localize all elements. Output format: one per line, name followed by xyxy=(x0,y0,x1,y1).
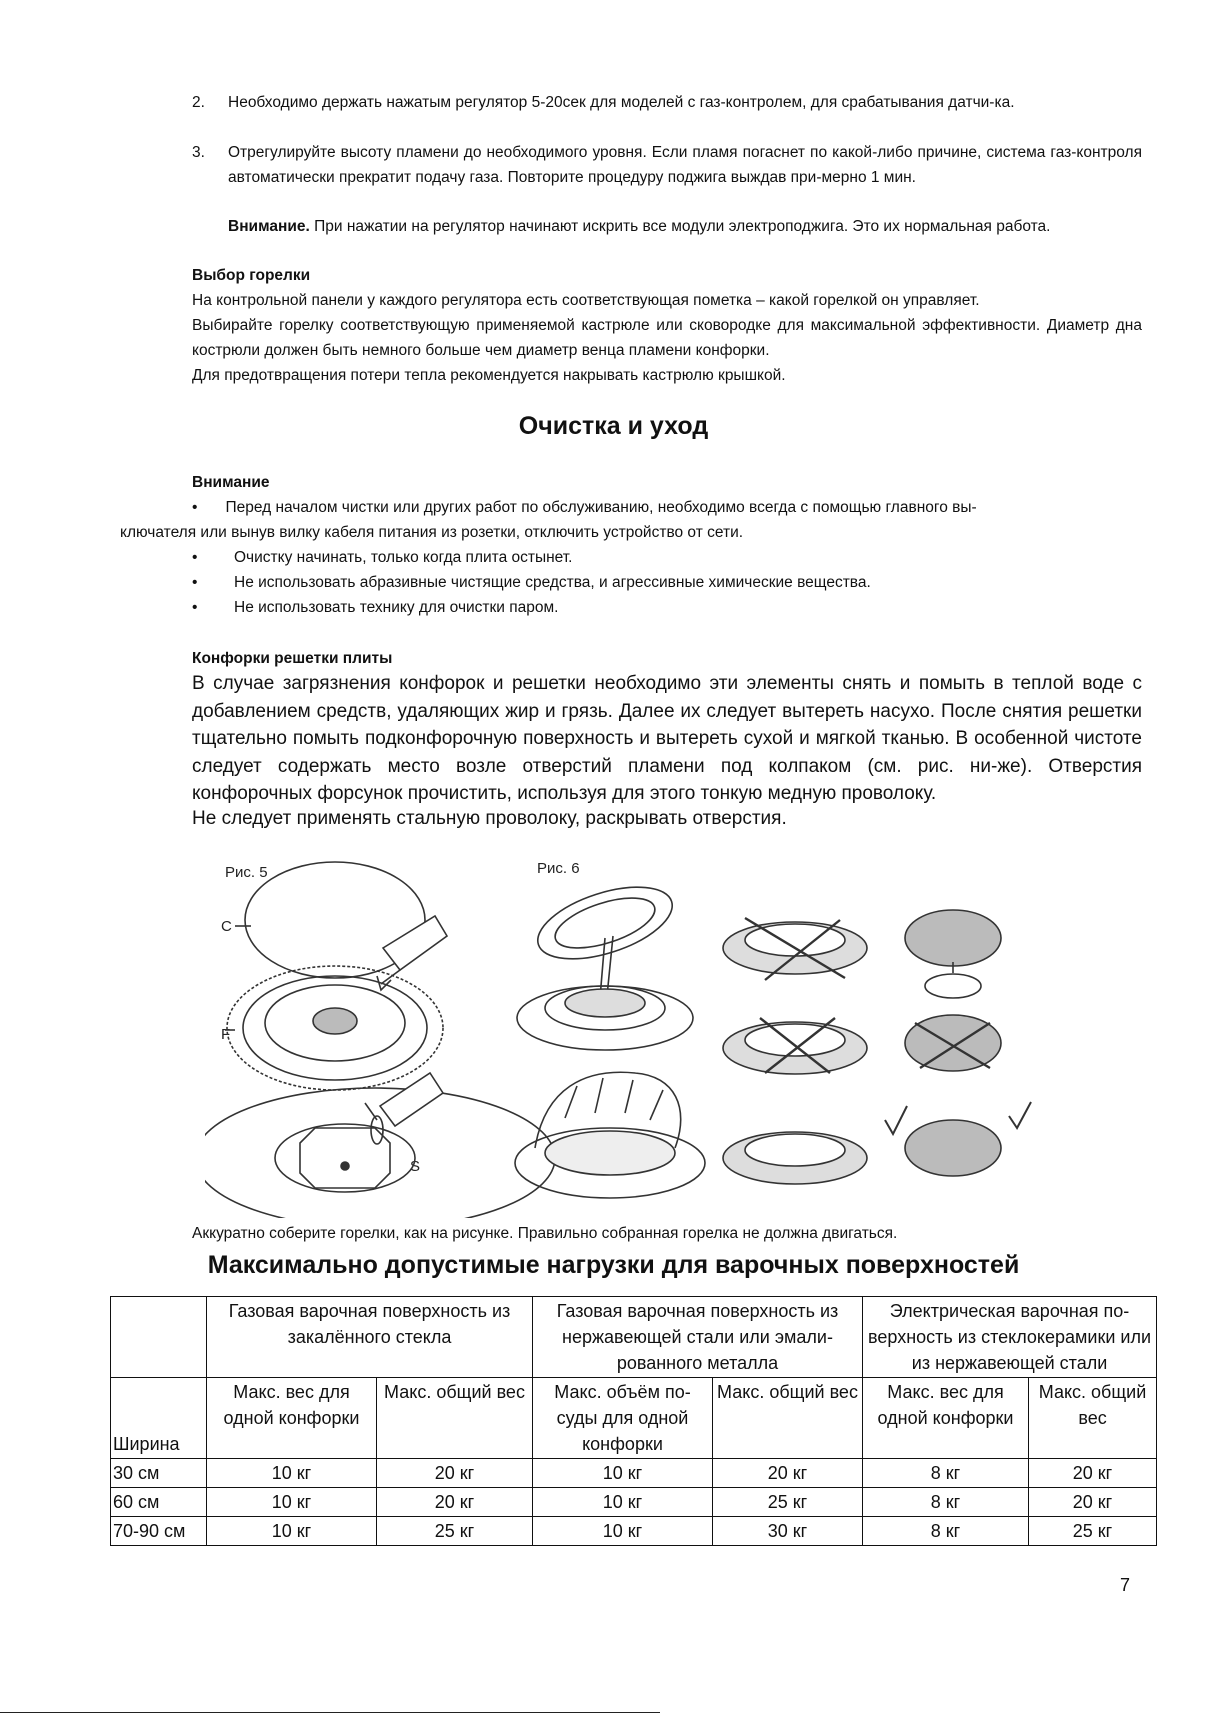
footer-divider xyxy=(0,1712,660,1713)
table-cell-width: 60 см xyxy=(111,1488,207,1517)
bullet-text: Не использовать абразивные чистящие средства, и агрессивные химические вещества. xyxy=(234,574,871,591)
page-number: 7 xyxy=(1120,1575,1131,1595)
warning-heading: Внимание xyxy=(192,474,270,491)
table-row xyxy=(111,1488,1157,1517)
table-cell: 8 кг xyxy=(863,1459,1029,1488)
table-cell: 10 кг xyxy=(533,1459,713,1488)
width-column-header: Ширина xyxy=(111,1378,207,1459)
table-header-sub xyxy=(111,1378,1157,1459)
table-subheader: Макс. объём по-суды для одной конфорки xyxy=(533,1378,713,1459)
fig6-burner-drawing xyxy=(517,873,693,1050)
step-3 xyxy=(192,140,1142,190)
bullet-text: Перед началом чистки или других работ по обслуживанию, необходимо всегда с помощью главного вы- xyxy=(225,499,977,516)
step-text: Отрегулируйте высоту пламени до необходимого уровня. Если пламя погаснет по какой-либо причине, система газ-контроля автоматически прекратит подачу газа. Повторите процедуру поджига выждав при-мерно 1 мин. xyxy=(228,144,1142,186)
table-cell: 20 кг xyxy=(377,1459,533,1488)
table-subheader: Макс. общий вес xyxy=(377,1378,533,1459)
table-group-header: Газовая варочная поверхность из нержавеющей стали или эмали-рованного металла xyxy=(533,1297,863,1378)
burner-choice-line-last: Для предотвращения потери тепла рекомендуется накрывать кастрюлю крышкой. xyxy=(192,367,786,384)
bullet-item xyxy=(192,570,1142,595)
step-2 xyxy=(192,90,1142,115)
burner-base-drawing xyxy=(205,1088,555,1218)
fig6-hand-drawing xyxy=(515,1072,705,1198)
table-header-groups xyxy=(111,1297,1157,1378)
table-cell: 10 кг xyxy=(207,1517,377,1546)
burner-choice-paragraph: Выбирайте горелку соответствующую применяемой кастрюле или сковородке для максимальной эффективности. Диаметр дна кострюли должен быть немного больше чем диаметр венца пламени конфорки. xyxy=(192,317,1142,359)
bullet-item xyxy=(192,545,1142,570)
table-cell-width: 70-90 см xyxy=(111,1517,207,1546)
bullet-dot: • xyxy=(192,599,198,616)
bullet-item xyxy=(192,495,1142,520)
table-cell: 25 кг xyxy=(713,1488,863,1517)
table-cell: 20 кг xyxy=(713,1459,863,1488)
table-subheader: Макс. вес для одной конфорки xyxy=(207,1378,377,1459)
step-number: 3. xyxy=(192,144,205,161)
table-cell: 20 кг xyxy=(1029,1459,1157,1488)
burner-correct-assembly xyxy=(723,1106,907,1184)
table-row xyxy=(111,1459,1157,1488)
section-title-loads: Максимально допустимые нагрузки для варочных поверхностей xyxy=(207,1251,1020,1279)
fig-letter-c: C xyxy=(221,918,232,935)
grates-paragraph: В случае загрязнения конфорок и решетки необходимо эти элементы снять и помыть в теплой воде с добавлением средств, удаляющих жир и грязь. Далее их следует вытереть насухо. После снятия решетки тщательно помыть подконфорочную поверхность и вытереть сухой и мягкой тканью. В особенной чистоте следует содержать место возле отверстий пламени под колпаком (см. рис. ни-же). Отверстия конфорочных форсунок прочистить, используя для этого тонкую медную проволоку. xyxy=(192,673,1142,804)
attention-note xyxy=(228,214,1142,239)
figure-caption: Аккуратно соберите горелки, как на рисунке. Правильно собранная горелка не должна двигаться. xyxy=(192,1225,898,1242)
table-cell: 10 кг xyxy=(207,1459,377,1488)
bullet-dot: • xyxy=(192,574,198,591)
table-cell: 25 кг xyxy=(1029,1517,1157,1546)
burner-drawings xyxy=(205,858,1065,1218)
table-row xyxy=(111,1517,1157,1546)
grates-last-line: Не следует применять стальную проволоку, раскрывать отверстия. xyxy=(192,808,787,829)
table-corner-cell xyxy=(111,1297,207,1378)
flame-spreader-drawing xyxy=(225,966,443,1090)
attention-note-text: При нажатии на регулятор начинают искрить все модули электроподжига. Это их нормальная работа. xyxy=(309,218,1051,235)
fig-letter-s: S xyxy=(410,1158,421,1175)
bullet-text: Очистку начинать, только когда плита остынет. xyxy=(234,549,573,566)
burner-wrong-assembly-1 xyxy=(723,918,867,980)
table-cell: 30 кг xyxy=(713,1517,863,1546)
table-subheader: Макс. общий вес xyxy=(713,1378,863,1459)
table-cell-width: 30 см xyxy=(111,1459,207,1488)
fig-letter-f: F xyxy=(221,1026,231,1043)
burner-figures xyxy=(205,858,1065,1218)
step-number: 2. xyxy=(192,94,205,111)
table-subheader: Макс. вес для одной конфорки xyxy=(863,1378,1029,1459)
cap-wrong-assembly-1 xyxy=(905,910,1001,998)
table-subheader: Макс. общий вес xyxy=(1029,1378,1157,1459)
bullet-dot: • xyxy=(192,499,198,516)
table-cell: 8 кг xyxy=(863,1488,1029,1517)
burner-wrong-assembly-2 xyxy=(723,1018,867,1074)
cap-wrong-assembly-2 xyxy=(905,1015,1001,1071)
bullet-continuation: ключателя или вынув вилку кабеля питания из розетки, отключить устройство от сети. xyxy=(120,524,744,541)
table-cell: 20 кг xyxy=(377,1488,533,1517)
table-cell: 20 кг xyxy=(1029,1488,1157,1517)
table-group-header: Газовая варочная поверхность из закалённого стекла xyxy=(207,1297,533,1378)
fig5-label: Рис. 5 xyxy=(225,864,268,881)
bullet-dot: • xyxy=(192,549,198,566)
step-text: Необходимо держать нажатым регулятор 5-20сек для моделей с газ-контролем, для срабатывания датчи-ка. xyxy=(228,94,1015,111)
bullet-item xyxy=(192,595,1142,620)
table-group-header: Электрическая варочная по-верхность из стеклокерамики или из нержавеющей стали xyxy=(863,1297,1157,1378)
cap-correct-assembly xyxy=(905,1102,1031,1176)
burner-choice-line1: На контрольной панели у каждого регулятора есть соответствующая пометка – какой горелкой он управляет. xyxy=(192,292,980,309)
table-cell: 10 кг xyxy=(533,1488,713,1517)
bullet-text: Не использовать технику для очистки паром. xyxy=(234,599,559,616)
section-title-cleaning: Очистка и уход xyxy=(518,412,709,440)
table-cell: 8 кг xyxy=(863,1517,1029,1546)
grates-heading: Конфорки решетки плиты xyxy=(192,650,393,667)
loads-table xyxy=(110,1296,1157,1546)
attention-note-label: Внимание. xyxy=(228,218,310,235)
table-cell: 25 кг xyxy=(377,1517,533,1546)
fig6-label: Рис. 6 xyxy=(537,860,580,877)
table-cell: 10 кг xyxy=(533,1517,713,1546)
table-cell: 10 кг xyxy=(207,1488,377,1517)
burner-choice-heading: Выбор горелки xyxy=(192,267,311,284)
